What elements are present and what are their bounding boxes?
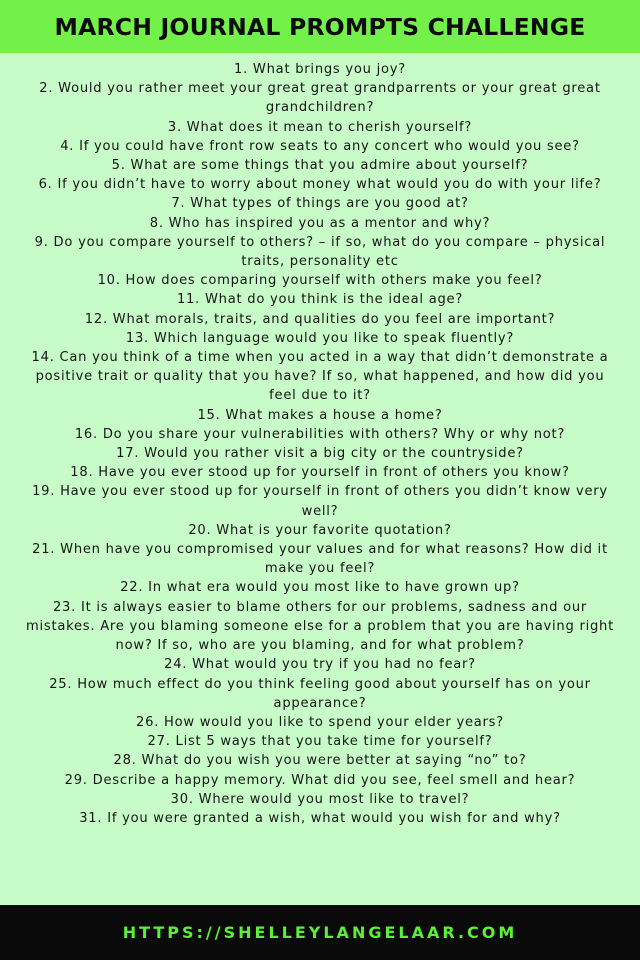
page-title: MARCH JOURNAL PROMPTS CHALLENGE: [54, 12, 586, 41]
prompt-item: 1. What brings you joy?: [234, 62, 406, 77]
prompt-item: 31. If you were granted a wish, what would you wish for and why?: [79, 810, 561, 826]
prompt-item: 20. What is your favorite quotation?: [188, 522, 452, 538]
prompt-item: 18. Have you ever stood up for yourself in front of others you know?: [70, 465, 570, 481]
prompt-item: 25. How much effect do you think feeling good about yourself has on your appearance?: [49, 676, 591, 711]
prompt-item: 21. When have you compromised your values and for what reasons? How did it make you feel?: [32, 542, 608, 577]
prompt-item: 26. How would you like to spend your elder years?: [136, 714, 504, 730]
prompt-item: 11. What do you think is the ideal age?: [176, 292, 464, 308]
title-banner: [0, 0, 640, 53]
prompt-item: 16. Do you share your vulnerabilities with others? Why or why not?: [74, 426, 566, 442]
prompt-item: 2. Would you rather meet your great great grandparrents or your great great grandchildren?: [39, 81, 601, 116]
prompt-item: 24. What would you try if you had no fear?: [164, 657, 476, 673]
footer-bar: [0, 905, 640, 960]
prompt-item: 4. If you could have front row seats to any concert who would you see?: [60, 138, 580, 154]
prompt-item: 3. What does it mean to cherish yourself?: [167, 119, 473, 135]
website-url: HTTPS://SHELLEYLANGELAAR.COM: [122, 923, 518, 942]
prompt-item: 28. What do you wish you were better at saying “no” to?: [113, 753, 527, 769]
prompt-item: 30. Where would you most like to travel?: [170, 791, 470, 807]
prompt-item: 22. In what era would you most like to have grown up?: [120, 580, 520, 596]
prompt-item: 23. It is always easier to blame others for our problems, sadness and our mistakes. Are you blaming someone else for a problem that you are having right now? If so, who are you blaming, and for what problem?: [26, 599, 614, 654]
prompt-item: 14. Can you think of a time when you acted in a way that didn’t demonstrate a positive trait or quality that you have? If so, what happened, and how did you feel due to it?: [31, 350, 609, 404]
prompt-item: 12. What morals, traits, and qualities do you feel are important?: [84, 311, 556, 327]
prompt-item: 7. What types of things are you good at?: [171, 196, 469, 212]
prompt-item: 9. Do you compare yourself to others? – if so, what do you compare – physical traits, personality etc: [34, 234, 606, 270]
prompt-item: 27. List 5 ways that you take time for yourself?: [147, 734, 493, 750]
prompt-item: 13. Which language would you like to speak fluently?: [125, 330, 515, 346]
prompt-item: 15. What makes a house a home?: [197, 407, 443, 423]
prompt-item: 17. Would you rather visit a big city or the countryside?: [116, 446, 524, 462]
prompt-list: [20, 60, 620, 828]
prompt-item: 29. Describe a happy memory. What did you see, feel smell and hear?: [64, 772, 576, 788]
prompt-item: 6. If you didn’t have to worry about money what would you do with your life?: [38, 177, 602, 193]
prompt-item: 19. Have you ever stood up for yourself in front of others you didn’t know very well?: [32, 484, 608, 519]
prompt-item: 8. Who has inspired you as a mentor and why?: [149, 215, 491, 231]
prompt-item: 10. How does comparing yourself with others make you feel?: [97, 273, 543, 289]
prompt-item: 5. What are some things that you admire about yourself?: [111, 158, 529, 174]
